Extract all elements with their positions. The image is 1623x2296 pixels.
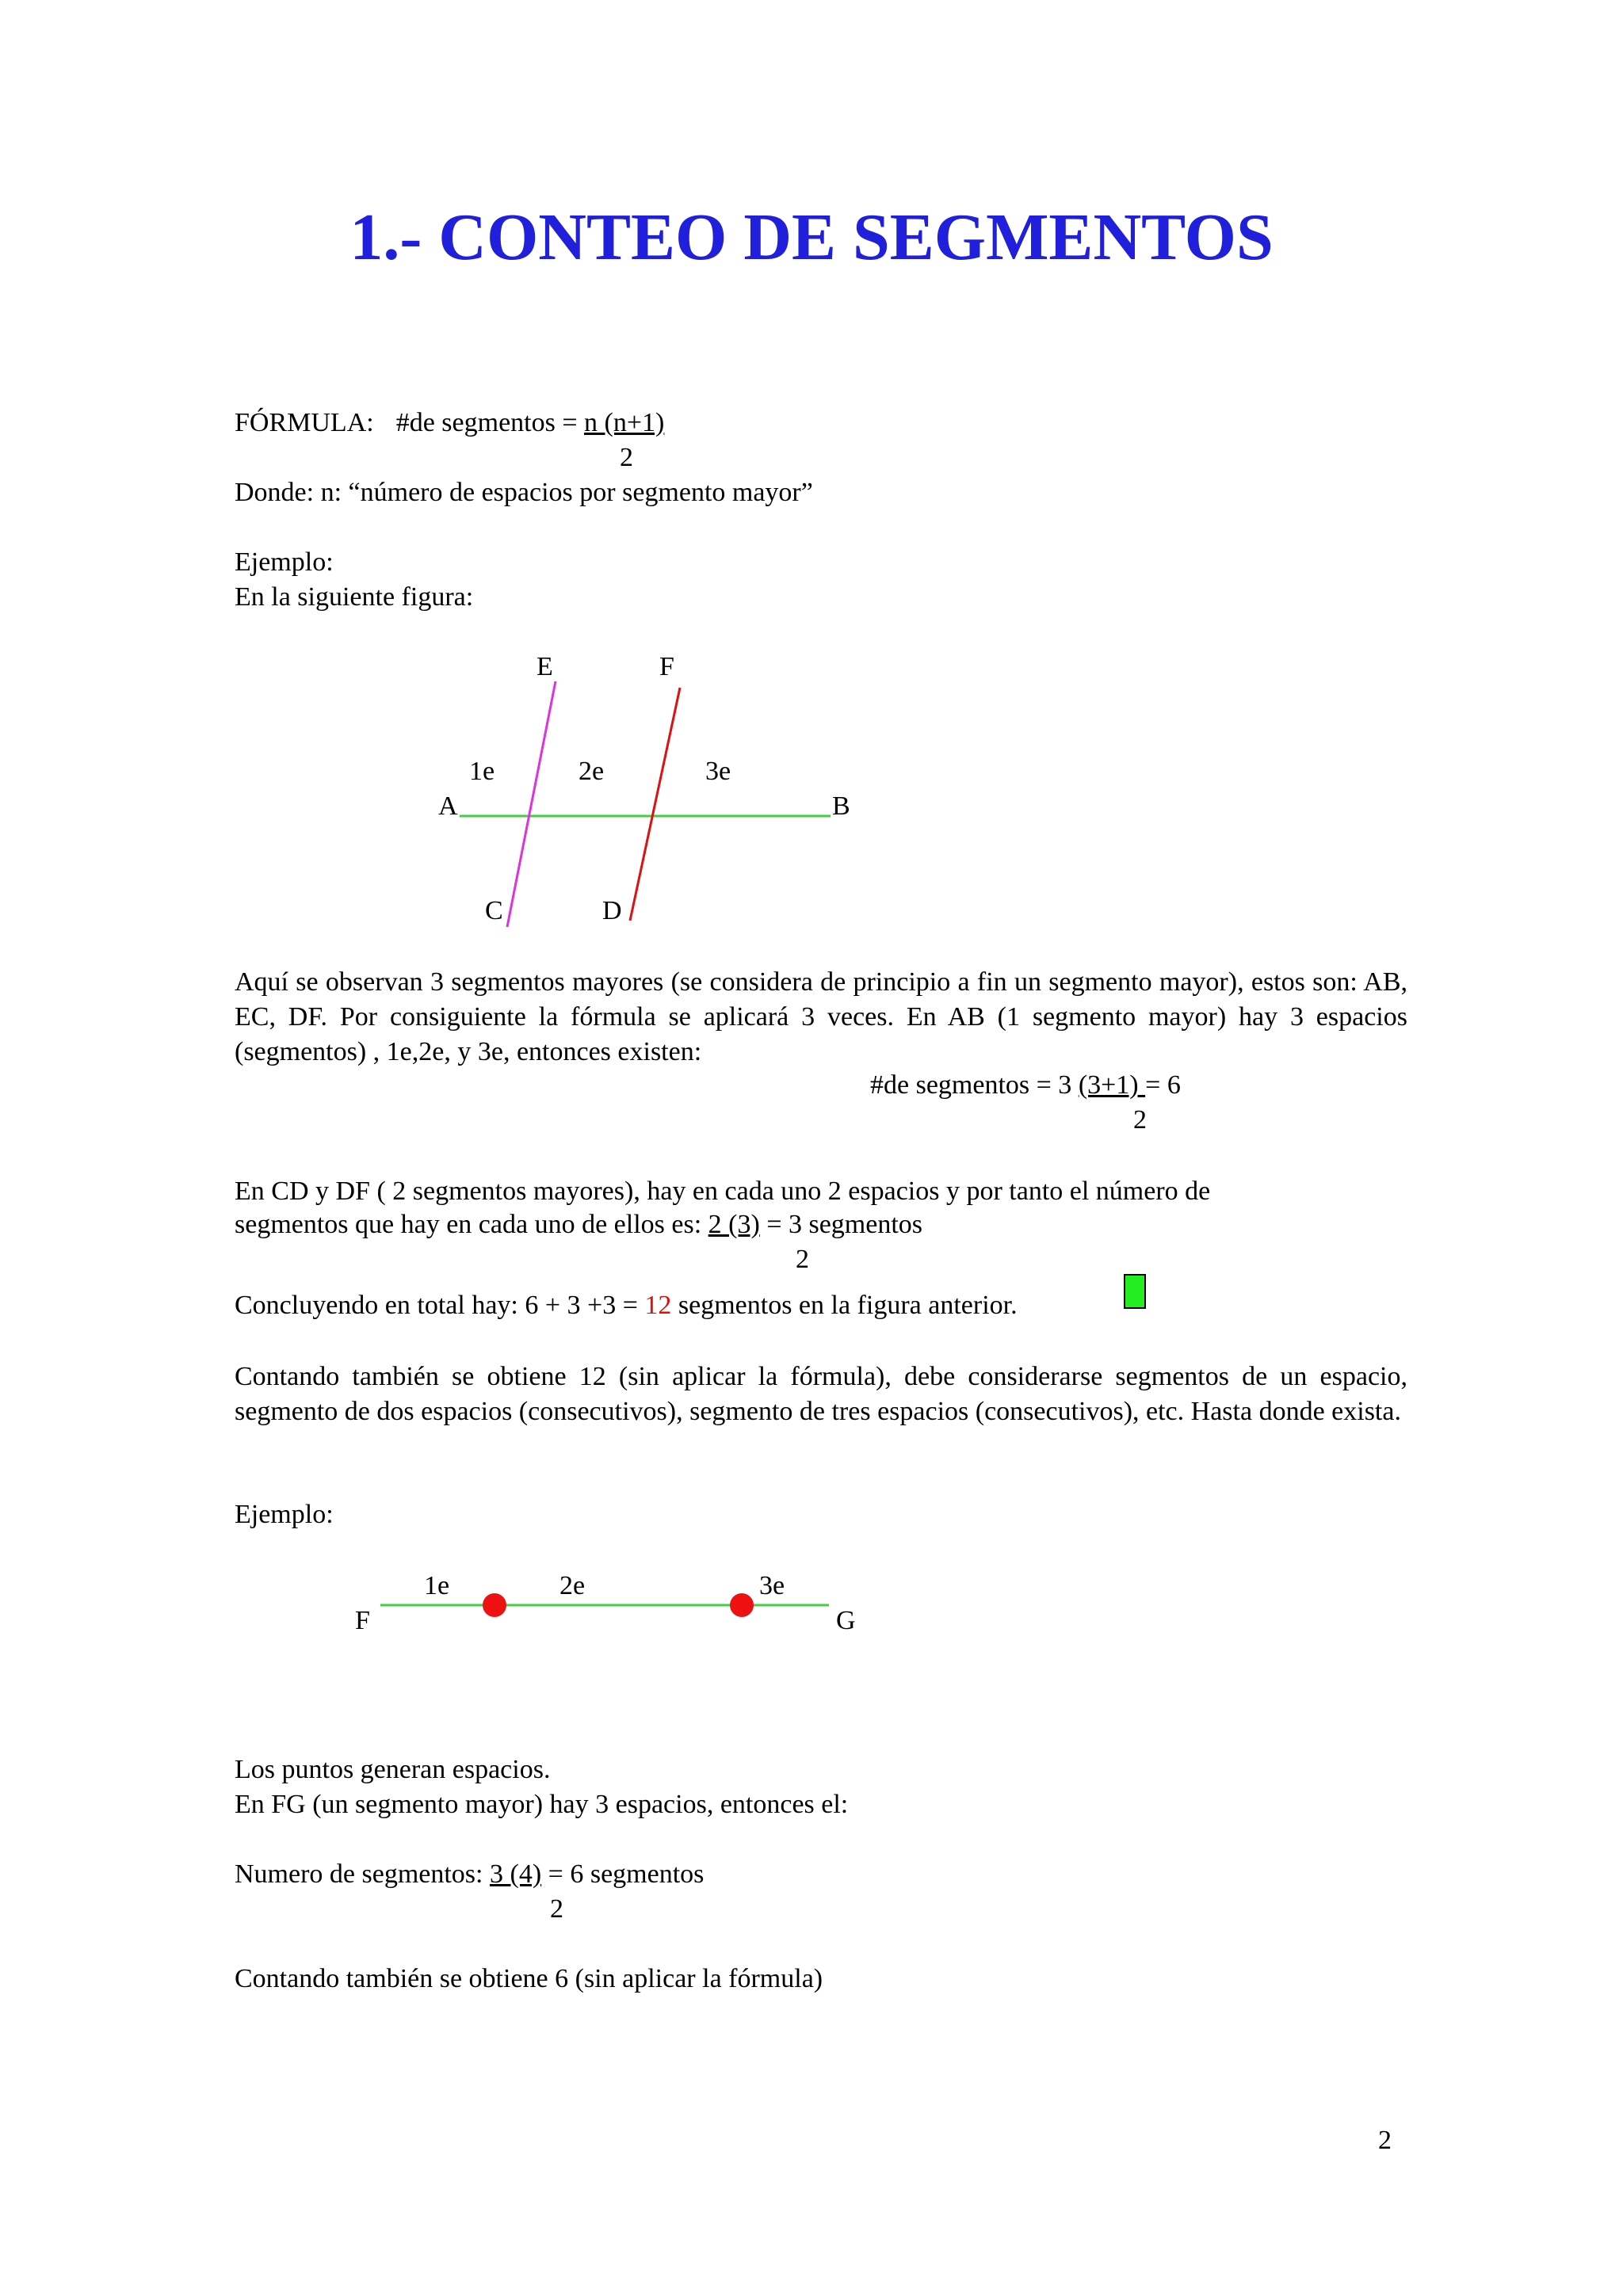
point-2 xyxy=(730,1593,754,1617)
conclusion-post: segmentos en la figura anterior. xyxy=(671,1291,1018,1320)
numero-line xyxy=(235,1859,704,1891)
point-1 xyxy=(483,1593,506,1617)
formula-label: FÓRMULA: xyxy=(235,408,374,437)
numero-rhs: = 6 segmentos xyxy=(541,1859,705,1889)
label-a: A xyxy=(438,791,458,821)
formula-numerator: n (n+1) xyxy=(584,408,665,437)
paragraph-contando: Contando también se obtiene 12 (sin aplicar la fórmula), debe considerarse segmentos de un espacio, segmento de dos espacios (consecutivos), segmento de tres espacios (consecutivos), etc. Hasta donde exista. xyxy=(235,1362,1407,1426)
donde-text: Donde: n: “número de espacios por segmento mayor” xyxy=(235,478,813,507)
figure-intro: En la siguiente figura: xyxy=(235,582,474,612)
cd-df-denominator: 2 xyxy=(796,1245,809,1274)
formula-ab-rhs: = 6 xyxy=(1145,1070,1181,1100)
fg-space-3e: 3e xyxy=(759,1571,785,1600)
label-d: D xyxy=(602,896,622,925)
formula-ab xyxy=(870,1070,1181,1102)
green-marker xyxy=(1124,1274,1146,1309)
fg-text: En FG (un segmento mayor) hay 3 espacios, entonces el: xyxy=(235,1790,849,1819)
formula-ab-lhs: #de segmentos = 3 xyxy=(870,1070,1079,1100)
label-f: F xyxy=(659,652,674,681)
cd-df-rhs: = 3 segmentos xyxy=(759,1210,923,1239)
formula-ab-denominator: 2 xyxy=(1133,1105,1147,1135)
paragraph-cd-df: En CD y DF ( 2 segmentos mayores), hay en cada uno 2 espacios y por tanto el número de xyxy=(235,1177,1211,1206)
space-2e: 2e xyxy=(579,757,605,786)
formula-ab-numerator: (3+1) xyxy=(1078,1070,1146,1100)
fg-space-2e: 2e xyxy=(559,1571,586,1600)
fg-space-1e: 1e xyxy=(424,1571,450,1600)
label-e: E xyxy=(537,652,553,681)
formula-denominator: 2 xyxy=(620,443,633,472)
puntos-text: Los puntos generan espacios. xyxy=(235,1755,551,1784)
conclusion xyxy=(235,1290,1018,1322)
space-1e: 1e xyxy=(469,757,495,786)
segment-ec xyxy=(507,681,556,927)
ejemplo2-label: Ejemplo: xyxy=(235,1500,334,1529)
cd-df-text: segmentos que hay en cada uno de ellos es: xyxy=(235,1210,708,1239)
paragraph-observan: Aquí se observan 3 segmentos mayores (se considera de principio a fin un segmento mayor), estos son: AB, EC, DF. Por consiguiente la fórmula se aplicará 3 veces. En AB (1 segmento mayor) hay 3 espacios (segmentos) , 1e,2e, y 3e, entonces existen: xyxy=(235,967,1407,1066)
numero-numerator: 3 (4) xyxy=(490,1859,542,1889)
space-3e: 3e xyxy=(705,757,731,786)
numero-denominator: 2 xyxy=(550,1894,563,1924)
paragraph-cd-df-line2 xyxy=(235,1209,922,1241)
numero-label: Numero de segmentos: xyxy=(235,1859,490,1889)
label-fg-g: G xyxy=(836,1606,856,1635)
conclusion-total: 12 xyxy=(644,1291,672,1320)
label-c: C xyxy=(485,896,503,925)
final-text: Contando también se obtiene 6 (sin aplicar la fórmula) xyxy=(235,1964,823,1993)
label-b: B xyxy=(832,791,850,821)
page-number: 2 xyxy=(1378,2126,1392,2155)
ejemplo-label: Ejemplo: xyxy=(235,547,334,577)
conclusion-pre: Concluyendo en total hay: 6 + 3 +3 = xyxy=(235,1291,645,1320)
label-fg-f: F xyxy=(355,1606,370,1635)
page-title: 1.- CONTEO DE SEGMENTOS xyxy=(349,200,1274,274)
cd-df-numerator: 2 (3) xyxy=(708,1210,760,1239)
segment-df xyxy=(630,688,680,921)
formula-lhs: #de segmentos = xyxy=(395,408,585,437)
